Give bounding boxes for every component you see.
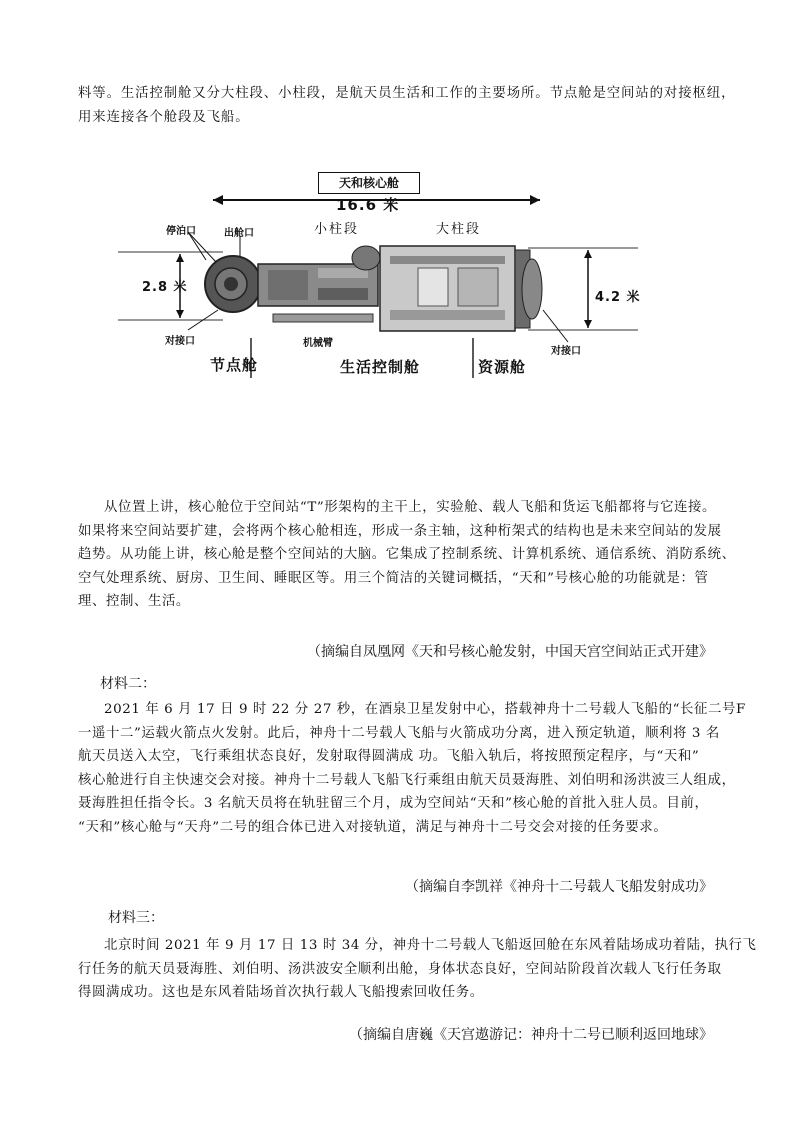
paragraph-line: “天和”核心舱与“天舟”二号的组合体已进入对接轨道，满足与神舟十二号交会对接的任务要求。 [78, 819, 668, 835]
source-citation: （摘编自李凯祥《神舟十二号载人飞船发射成功》 [405, 879, 713, 895]
paragraph-line: 空气处理系统、厨房、卫生间、睡眠区等。用三个简洁的关键词概括，“天和”号核心舱的功能就是：管 [78, 570, 709, 586]
material-three-heading: 材料三： [108, 910, 164, 926]
paragraph-material-two [78, 698, 746, 839]
docking-port-right-label: 对接口 [551, 346, 581, 357]
paragraph-line: 一遥十二”运载火箭点火发射。此后，神舟十二号载人飞船与火箭成功分离，进入预定轨道，顺利将 3 名 [78, 725, 720, 741]
paragraph-line: 得圆满成功。这也是东风着陆场首次执行载人飞船搜索回收任务。 [78, 985, 484, 1000]
life-module-label: 生活控制舱 [340, 358, 421, 376]
resource-module-label: 资源舱 [478, 358, 527, 376]
intro-paragraph [78, 82, 736, 129]
source-citation: （摘编自唐巍《天宫遨游记：神舟十二号已顺利返回地球》 [349, 1027, 713, 1043]
paragraph-line: 趋势。从功能上讲，核心舱是整个空间站的大脑。它集成了控制系统、计算机系统、通信系统、消防系统、 [78, 547, 736, 562]
tianhe-module-diagram [118, 160, 641, 385]
paragraph-material-three [78, 934, 757, 1005]
small-section-label: 小柱段 [314, 222, 360, 237]
paragraph-core-module [78, 496, 736, 614]
length-label: 16.6 米 [336, 196, 400, 214]
diagram-title: 天和核心舱 [318, 172, 420, 194]
berth-port-label: 停泊口 [166, 226, 196, 237]
node-module-label: 节点舱 [210, 356, 259, 374]
robot-arm-label: 机械臂 [303, 338, 333, 349]
large-section-label: 大柱段 [436, 222, 482, 237]
docking-port-left-label: 对接口 [165, 336, 195, 347]
paragraph-line: 2021 年 6 月 17 日 9 时 22 分 27 秒，在酒泉卫星发射中心，搭载神舟十二号载人飞船的“长征二号F [104, 702, 746, 717]
right-diameter-label: 4.2 米 [595, 290, 641, 305]
intro-line: 料等。生活控制舱又分大柱段、小柱段，是航天员生活和工作的主要场所。节点舱是空间站的对接枢纽， [78, 86, 736, 101]
paragraph-line: 行任务的航天员聂海胜、刘伯明、汤洪波安全顺利出舱，身体状态良好，空间站阶段首次载人飞行任务取 [78, 961, 722, 977]
paragraph-line: 航天员送入太空，飞行乘组状态良好，发射取得圆满成 功。飞船入轨后，将按照预定程序，与“天和” [78, 749, 700, 764]
paragraph-line: 如果将来空间站要扩建，会将两个核心舱相连，形成一条主轴，这种桁架式的结构也是未来空间站的发展 [78, 523, 722, 539]
paragraph-line: 北京时间 2021 年 9 月 17 日 13 时 34 分，神舟十二号载人飞船返回舱在东风着陆场成功着陆，执行飞 [104, 938, 757, 953]
paragraph-line: 核心舱进行自主快速交会对接。神舟十二号载人飞船飞行乘组由航天员聂海胜、刘伯明和汤洪波三人组成， [78, 772, 736, 788]
left-diameter-label: 2.8 米 [142, 280, 188, 295]
paragraph-line: 理、控制、生活。 [78, 594, 190, 609]
material-two-heading: 材料二： [100, 676, 156, 692]
intro-line: 用来连接各个舱段及飞船。 [78, 109, 250, 125]
source-citation: （摘编自凤凰网《天和号核心舱发射，中国天宫空间站正式开建》 [307, 644, 713, 660]
exit-port-label: 出舱口 [224, 228, 254, 239]
paragraph-line: 聂海胜担任指令长。3 名航天员将在轨驻留三个月，成为空间站“天和”核心舱的首批入驻人员。目前， [78, 796, 709, 811]
paragraph-line: 从位置上讲，核心舱位于空间站“T”形架构的主干上，实验舱、载人飞船和货运飞船都将与它连接。 [104, 500, 717, 515]
